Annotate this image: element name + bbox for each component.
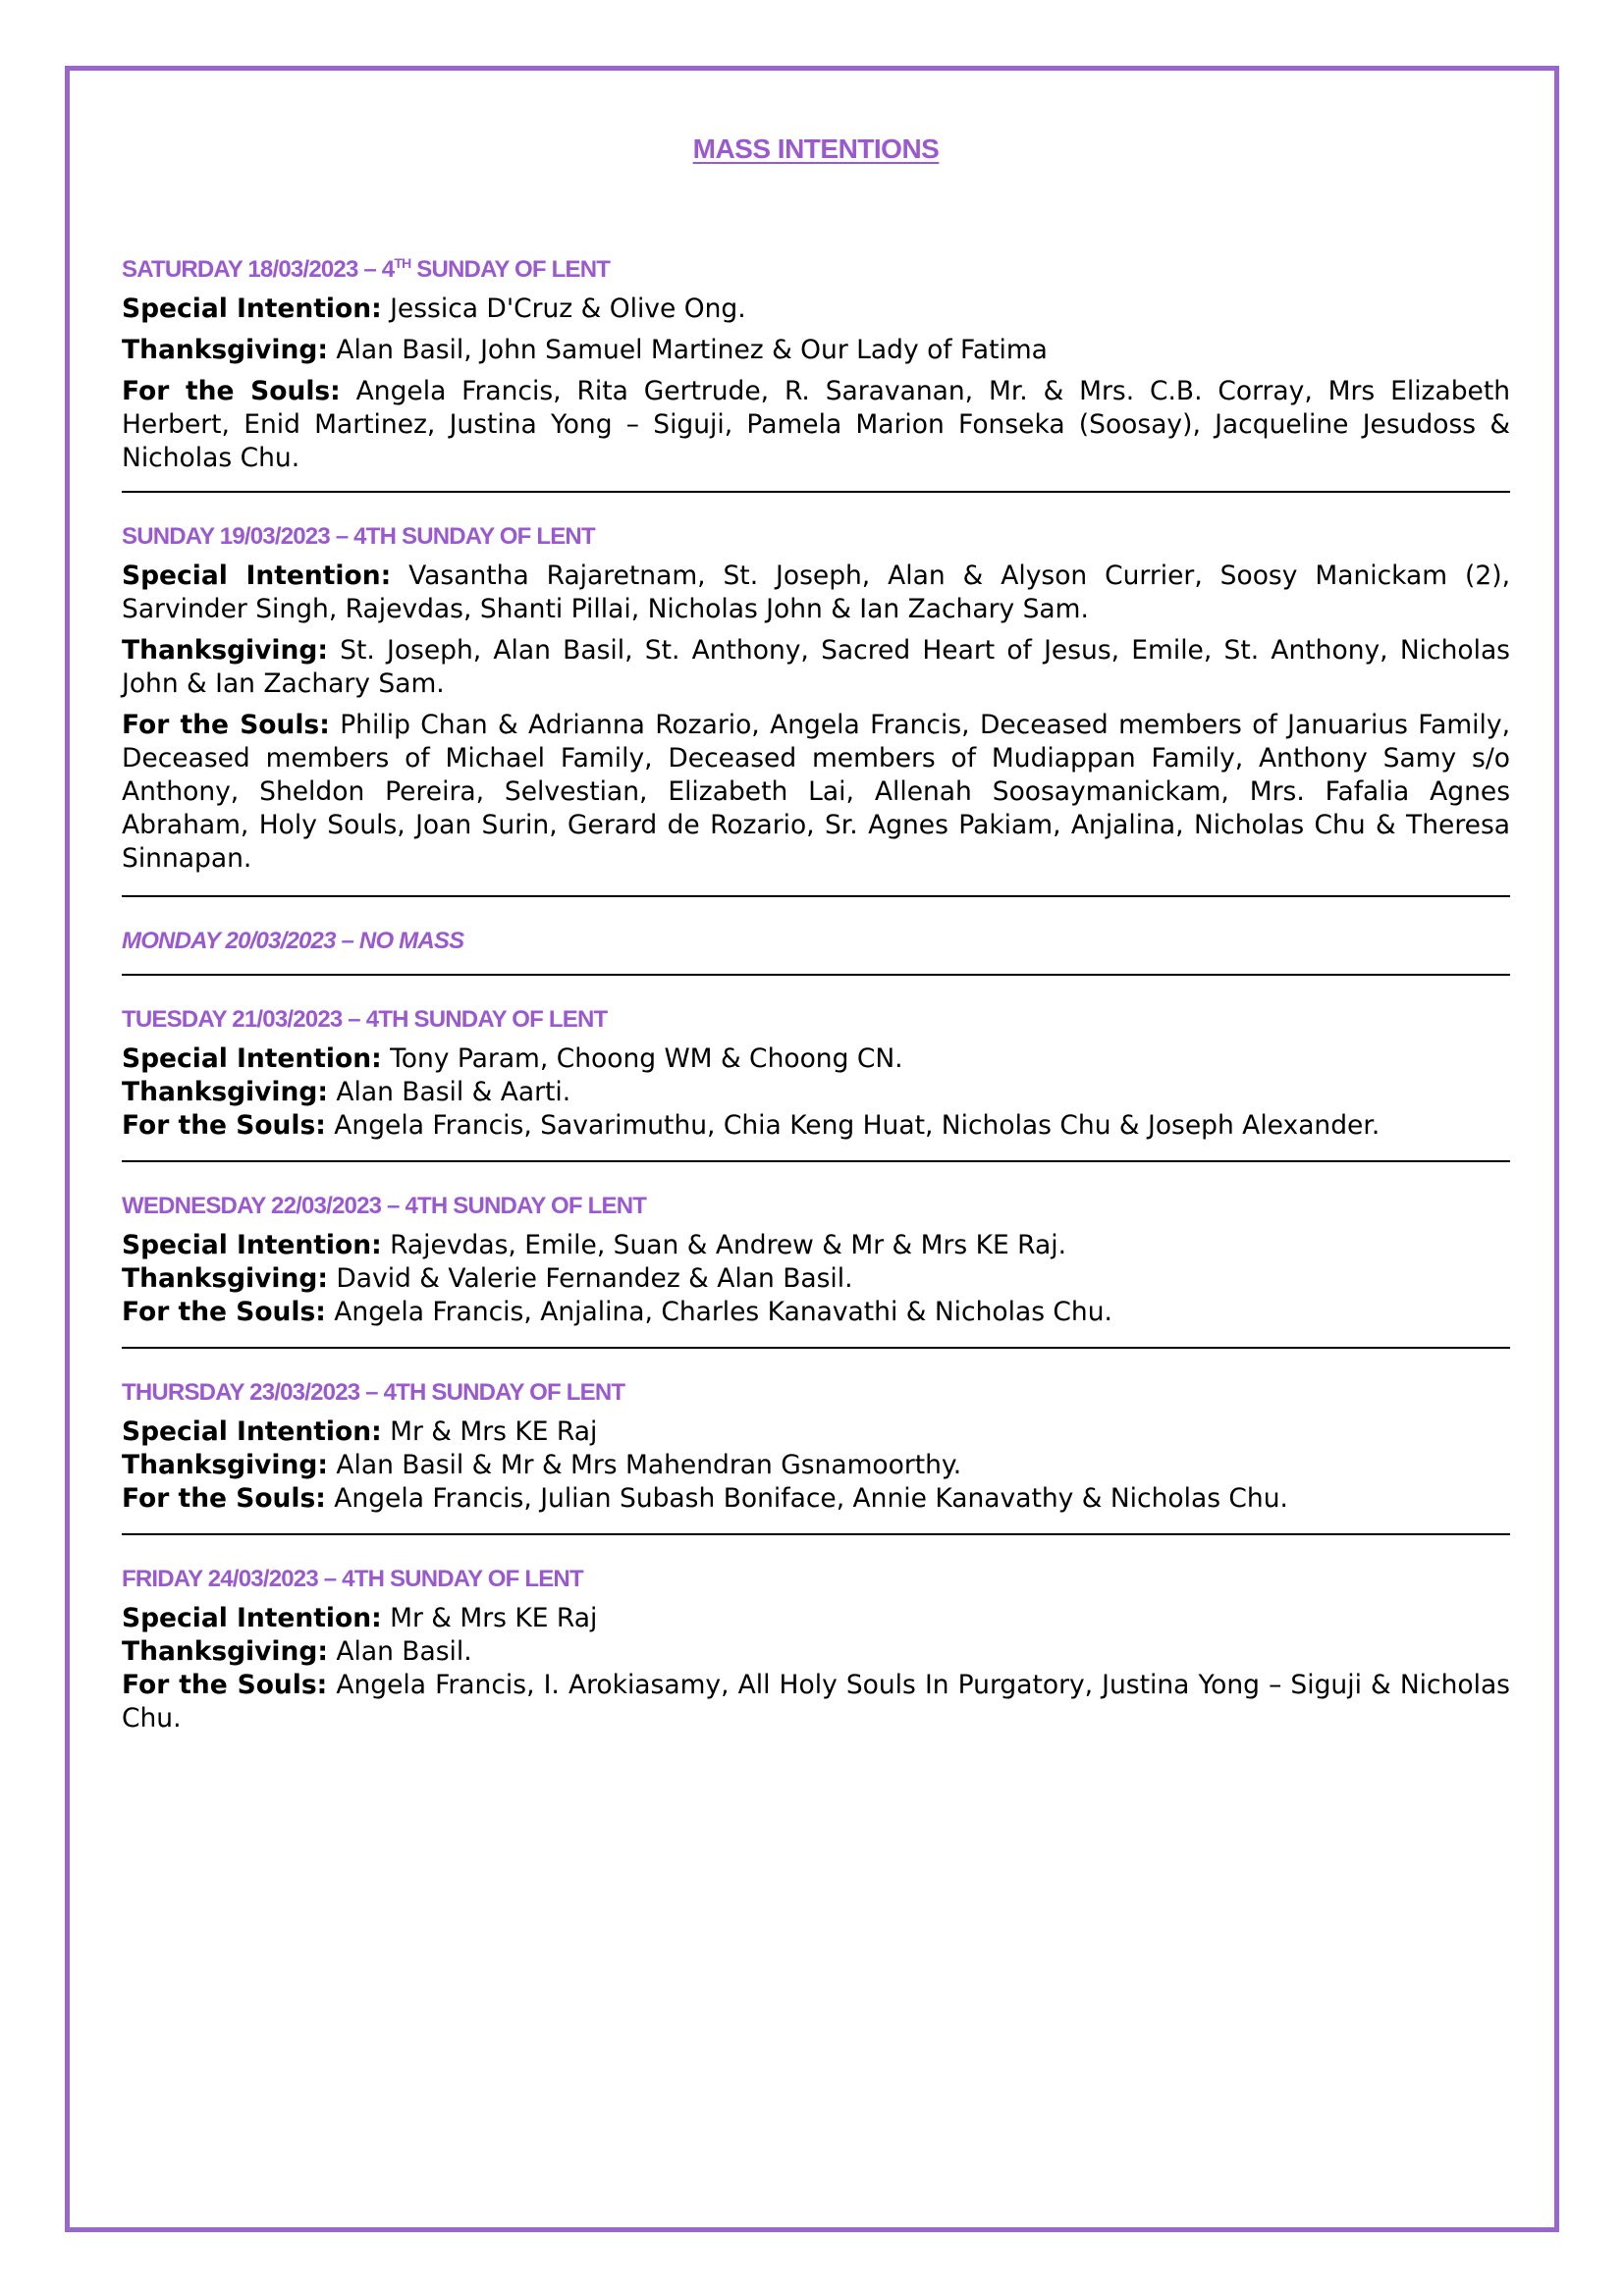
- section-heading-thursday: THURSDAY 23/03/2023 – 4TH SUNDAY OF LENT: [122, 1379, 625, 1406]
- for-the-souls-entry: For the Souls: Angela Francis, Savarimuthu, Chia Keng Huat, Nicholas Chu & Joseph Alexander.: [122, 1110, 1380, 1141]
- special-intention-entry: Special Intention: Rajevdas, Emile, Suan & Andrew & Mr & Mrs KE Raj.: [122, 1230, 1067, 1260]
- section-monday: [122, 927, 1510, 976]
- section-heading-saturday: [122, 255, 1510, 285]
- special-intention-entry: Special Intention: Mr & Mrs KE Raj: [122, 1416, 598, 1447]
- section-wednesday: [122, 1192, 1510, 1349]
- page-title: MASS INTENTIONS: [692, 133, 940, 164]
- for-the-souls-entry: For the Souls: Philip Chan & Adrianna Rozario, Angela Francis, Deceased members of Januarius Family, Deceased members of Michael Family, Deceased members of Mudiappan Family, Anthony Samy s/o Anthony, Sheldon Pereira, Selvestian, Elizabeth Lai, Allenah Soosaymanickam, Mrs. Fafalia Agnes Abraham, Holy Souls, Joan Surin, Gerard de Rozario, Sr. Agnes Pakiam, Anjalina, Nicholas Chu & Theresa Sinnapan.: [122, 710, 1511, 874]
- section-heading-monday: MONDAY 20/03/2023 – NO MASS: [122, 928, 464, 954]
- thanksgiving-entry: Thanksgiving: St. Joseph, Alan Basil, St. Anthony, Sacred Heart of Jesus, Emile, St. Anthony, Nicholas John & Ian Zachary Sam.: [122, 635, 1510, 699]
- thanksgiving-entry: Thanksgiving: Alan Basil & Mr & Mrs Mahendran Gsnamoorthy.: [122, 1450, 962, 1480]
- document-body: [122, 130, 1510, 1783]
- heading-text-end: SUNDAY OF LENT: [410, 256, 611, 283]
- section-heading-tuesday: TUESDAY 21/03/2023 – 4TH SUNDAY OF LENT: [122, 1006, 608, 1033]
- special-intention-entry: Special Intention: Mr & Mrs KE Raj: [122, 1603, 598, 1633]
- thanksgiving-entry: Thanksgiving: Alan Basil & Aarti.: [122, 1077, 571, 1107]
- special-intention-entry: Special Intention: Vasantha Rajaretnam, St. Joseph, Alan & Alyson Currier, Soosy Manickam (2), Sarvinder Singh, Rajevdas, Shanti Pillai, Nicholas John & Ian Zachary Sam.: [122, 561, 1510, 624]
- for-the-souls-entry: For the Souls: Angela Francis, Rita Gertrude, R. Saravanan, Mr. & Mrs. C.B. Corray, Mrs Elizabeth Herbert, Enid Martinez, Justina Yong – Siguji, Pamela Marion Fonseka (Soosay), Jacqueline Jesudoss & Nicholas Chu.: [122, 376, 1511, 473]
- for-the-souls-entry: For the Souls: Angela Francis, Julian Subash Boniface, Annie Kanavathy & Nicholas Chu.: [122, 1483, 1288, 1514]
- section-heading-sunday: SUNDAY 19/03/2023 – 4TH SUNDAY OF LENT: [122, 523, 595, 550]
- section-thursday: [122, 1378, 1510, 1535]
- thanksgiving-entry: Thanksgiving: David & Valerie Fernandez & Alan Basil.: [122, 1263, 853, 1294]
- section-tuesday: [122, 1005, 1510, 1162]
- section-heading-wednesday: WEDNESDAY 22/03/2023 – 4TH SUNDAY OF LENT: [122, 1193, 647, 1219]
- section-sunday: [122, 522, 1510, 897]
- special-intention-entry: Special Intention: Jessica D'Cruz & Olive Ong.: [122, 294, 746, 324]
- thanksgiving-entry: Thanksgiving: Alan Basil, John Samuel Martinez & Our Lady of Fatima: [122, 335, 1048, 365]
- special-intention-entry: Special Intention: Tony Param, Choong WM & Choong CN.: [122, 1043, 903, 1074]
- heading-text: SATURDAY 18/03/2023 – 4: [122, 256, 395, 283]
- section-heading-friday: FRIDAY 24/03/2023 – 4TH SUNDAY OF LENT: [122, 1566, 583, 1592]
- thanksgiving-entry: Thanksgiving: Alan Basil.: [122, 1636, 472, 1667]
- section-friday: [122, 1565, 1510, 1753]
- for-the-souls-entry: For the Souls: Angela Francis, Anjalina, Charles Kanavathi & Nicholas Chu.: [122, 1297, 1112, 1327]
- for-the-souls-entry: For the Souls: Angela Francis, I. Arokiasamy, All Holy Souls In Purgatory, Justina Yong – Siguji & Nicholas Chu.: [122, 1670, 1510, 1734]
- section-saturday: [122, 255, 1510, 493]
- heading-superscript: TH: [394, 255, 411, 271]
